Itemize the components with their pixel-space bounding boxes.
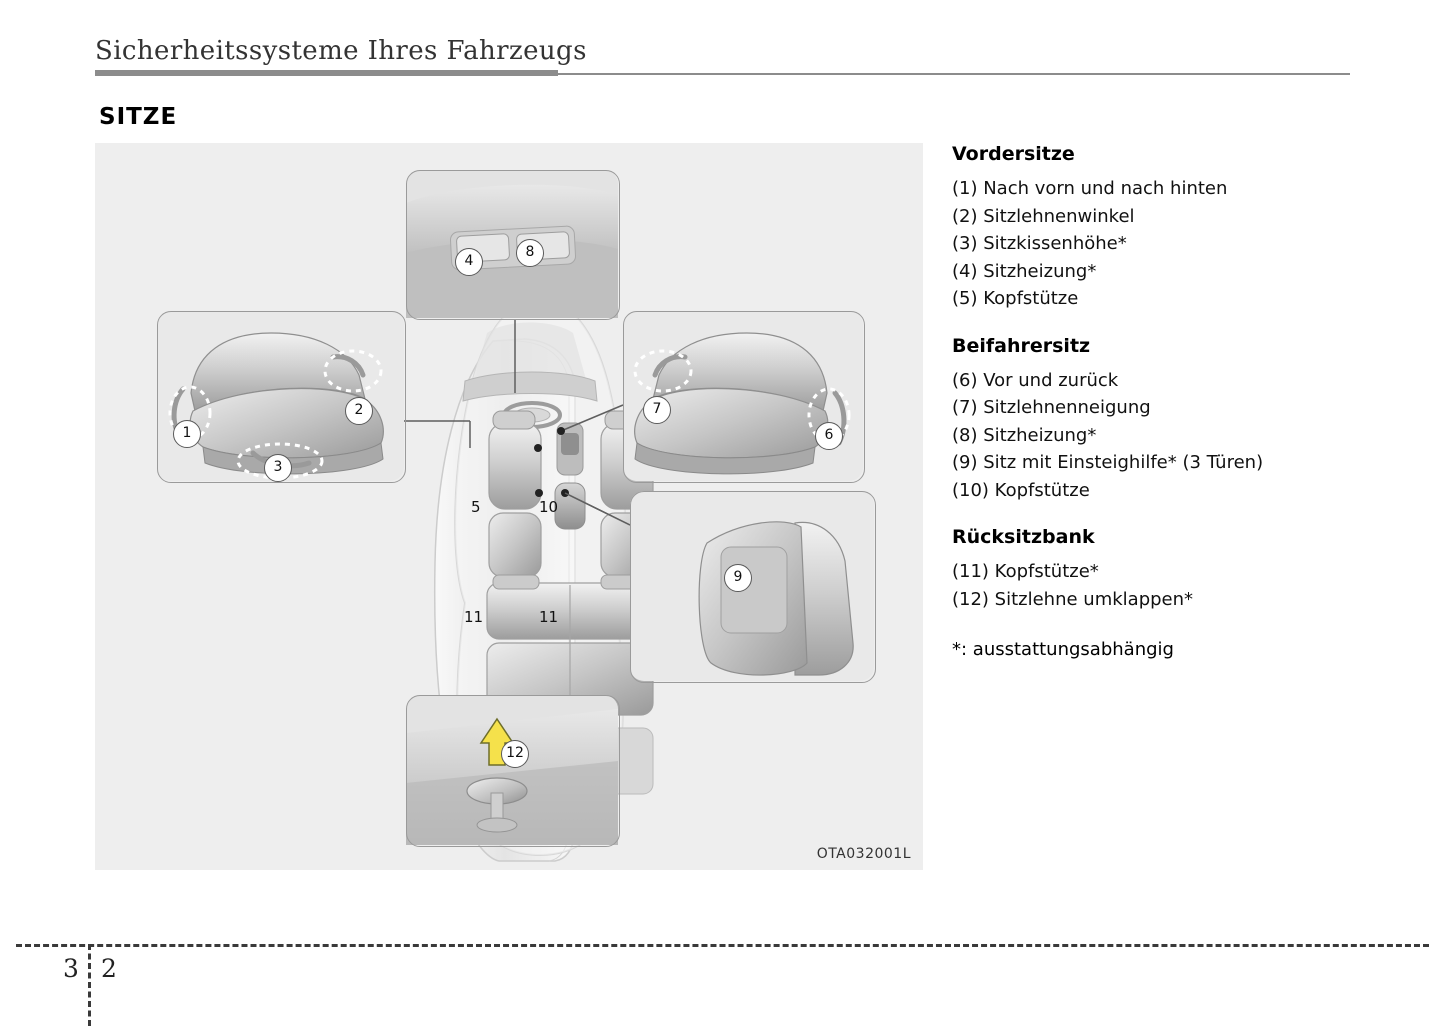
legend-group-rear-bench [952, 526, 1382, 613]
footer-chapter-number: 3 [63, 954, 79, 983]
callout-marker-8: 8 [516, 239, 544, 267]
page-header [95, 36, 1350, 66]
callout-marker-4: 4 [455, 248, 483, 276]
footer-page-number: 2 [101, 954, 117, 983]
footer-divider [16, 944, 1429, 947]
figure-panel [95, 143, 923, 870]
callout-marker-11-left: 11 [464, 608, 484, 626]
page-title: Sicherheitssysteme Ihres Fahrzeugs [95, 36, 587, 66]
callout-box-top [406, 170, 620, 320]
group-list-front-seats [952, 175, 1382, 313]
callout-box-easy-entry [630, 491, 876, 683]
callout-box-bottom [406, 695, 620, 847]
figure-code: OTA032001L [816, 846, 911, 862]
callout-marker-1: 1 [173, 420, 201, 448]
group-title-front-seats: Vordersitze [952, 143, 1075, 165]
list-item: (8) Sitzheizung* [952, 424, 1097, 446]
group-list-passenger-seat [952, 367, 1382, 505]
group-title-rear-bench: Rücksitzbank [952, 526, 1095, 548]
legend-column [952, 143, 1382, 660]
list-item: (4) Sitzheizung* [952, 260, 1097, 282]
legend-group-front-seats [952, 143, 1382, 313]
section-title: SITZE [99, 104, 178, 130]
legend-group-passenger-seat [952, 335, 1382, 505]
list-item: (2) Sitzlehnenwinkel [952, 205, 1135, 227]
callout-marker-3: 3 [264, 454, 292, 482]
callout-marker-5: 5 [471, 498, 481, 516]
footer-vertical-divider [88, 944, 91, 1026]
list-item: (11) Kopfstütze* [952, 561, 1099, 582]
list-item: (3) Sitzkissenhöhe* [952, 233, 1127, 254]
list-item: (5) Kopfstütze [952, 288, 1079, 309]
list-item: (12) Sitzlehne umklappen* [952, 588, 1194, 610]
group-list-rear-bench [952, 558, 1382, 613]
group-title-passenger-seat: Beifahrersitz [952, 334, 1091, 357]
callout-marker-2: 2 [345, 397, 373, 425]
list-item: (7) Sitzlehnenneigung [952, 397, 1151, 418]
header-rule-thin [558, 73, 1350, 75]
header-rule-thick [95, 70, 558, 76]
callout-marker-9: 9 [724, 564, 752, 592]
list-item: (9) Sitz mit Einsteighilfe* (3 Türen) [952, 452, 1264, 473]
callout-marker-12: 12 [501, 740, 529, 768]
list-item: (1) Nach vorn und nach hinten [952, 178, 1228, 199]
callout-marker-6: 6 [815, 422, 843, 450]
callout-marker-11-right: 11 [539, 608, 559, 626]
callout-marker-10: 10 [539, 498, 559, 516]
footnote: *: ausstattungsabhängig [952, 639, 1174, 660]
list-item: (10) Kopfstütze [952, 479, 1090, 501]
list-item: (6) Vor und zurück [952, 369, 1119, 391]
callout-marker-7: 7 [643, 396, 671, 424]
